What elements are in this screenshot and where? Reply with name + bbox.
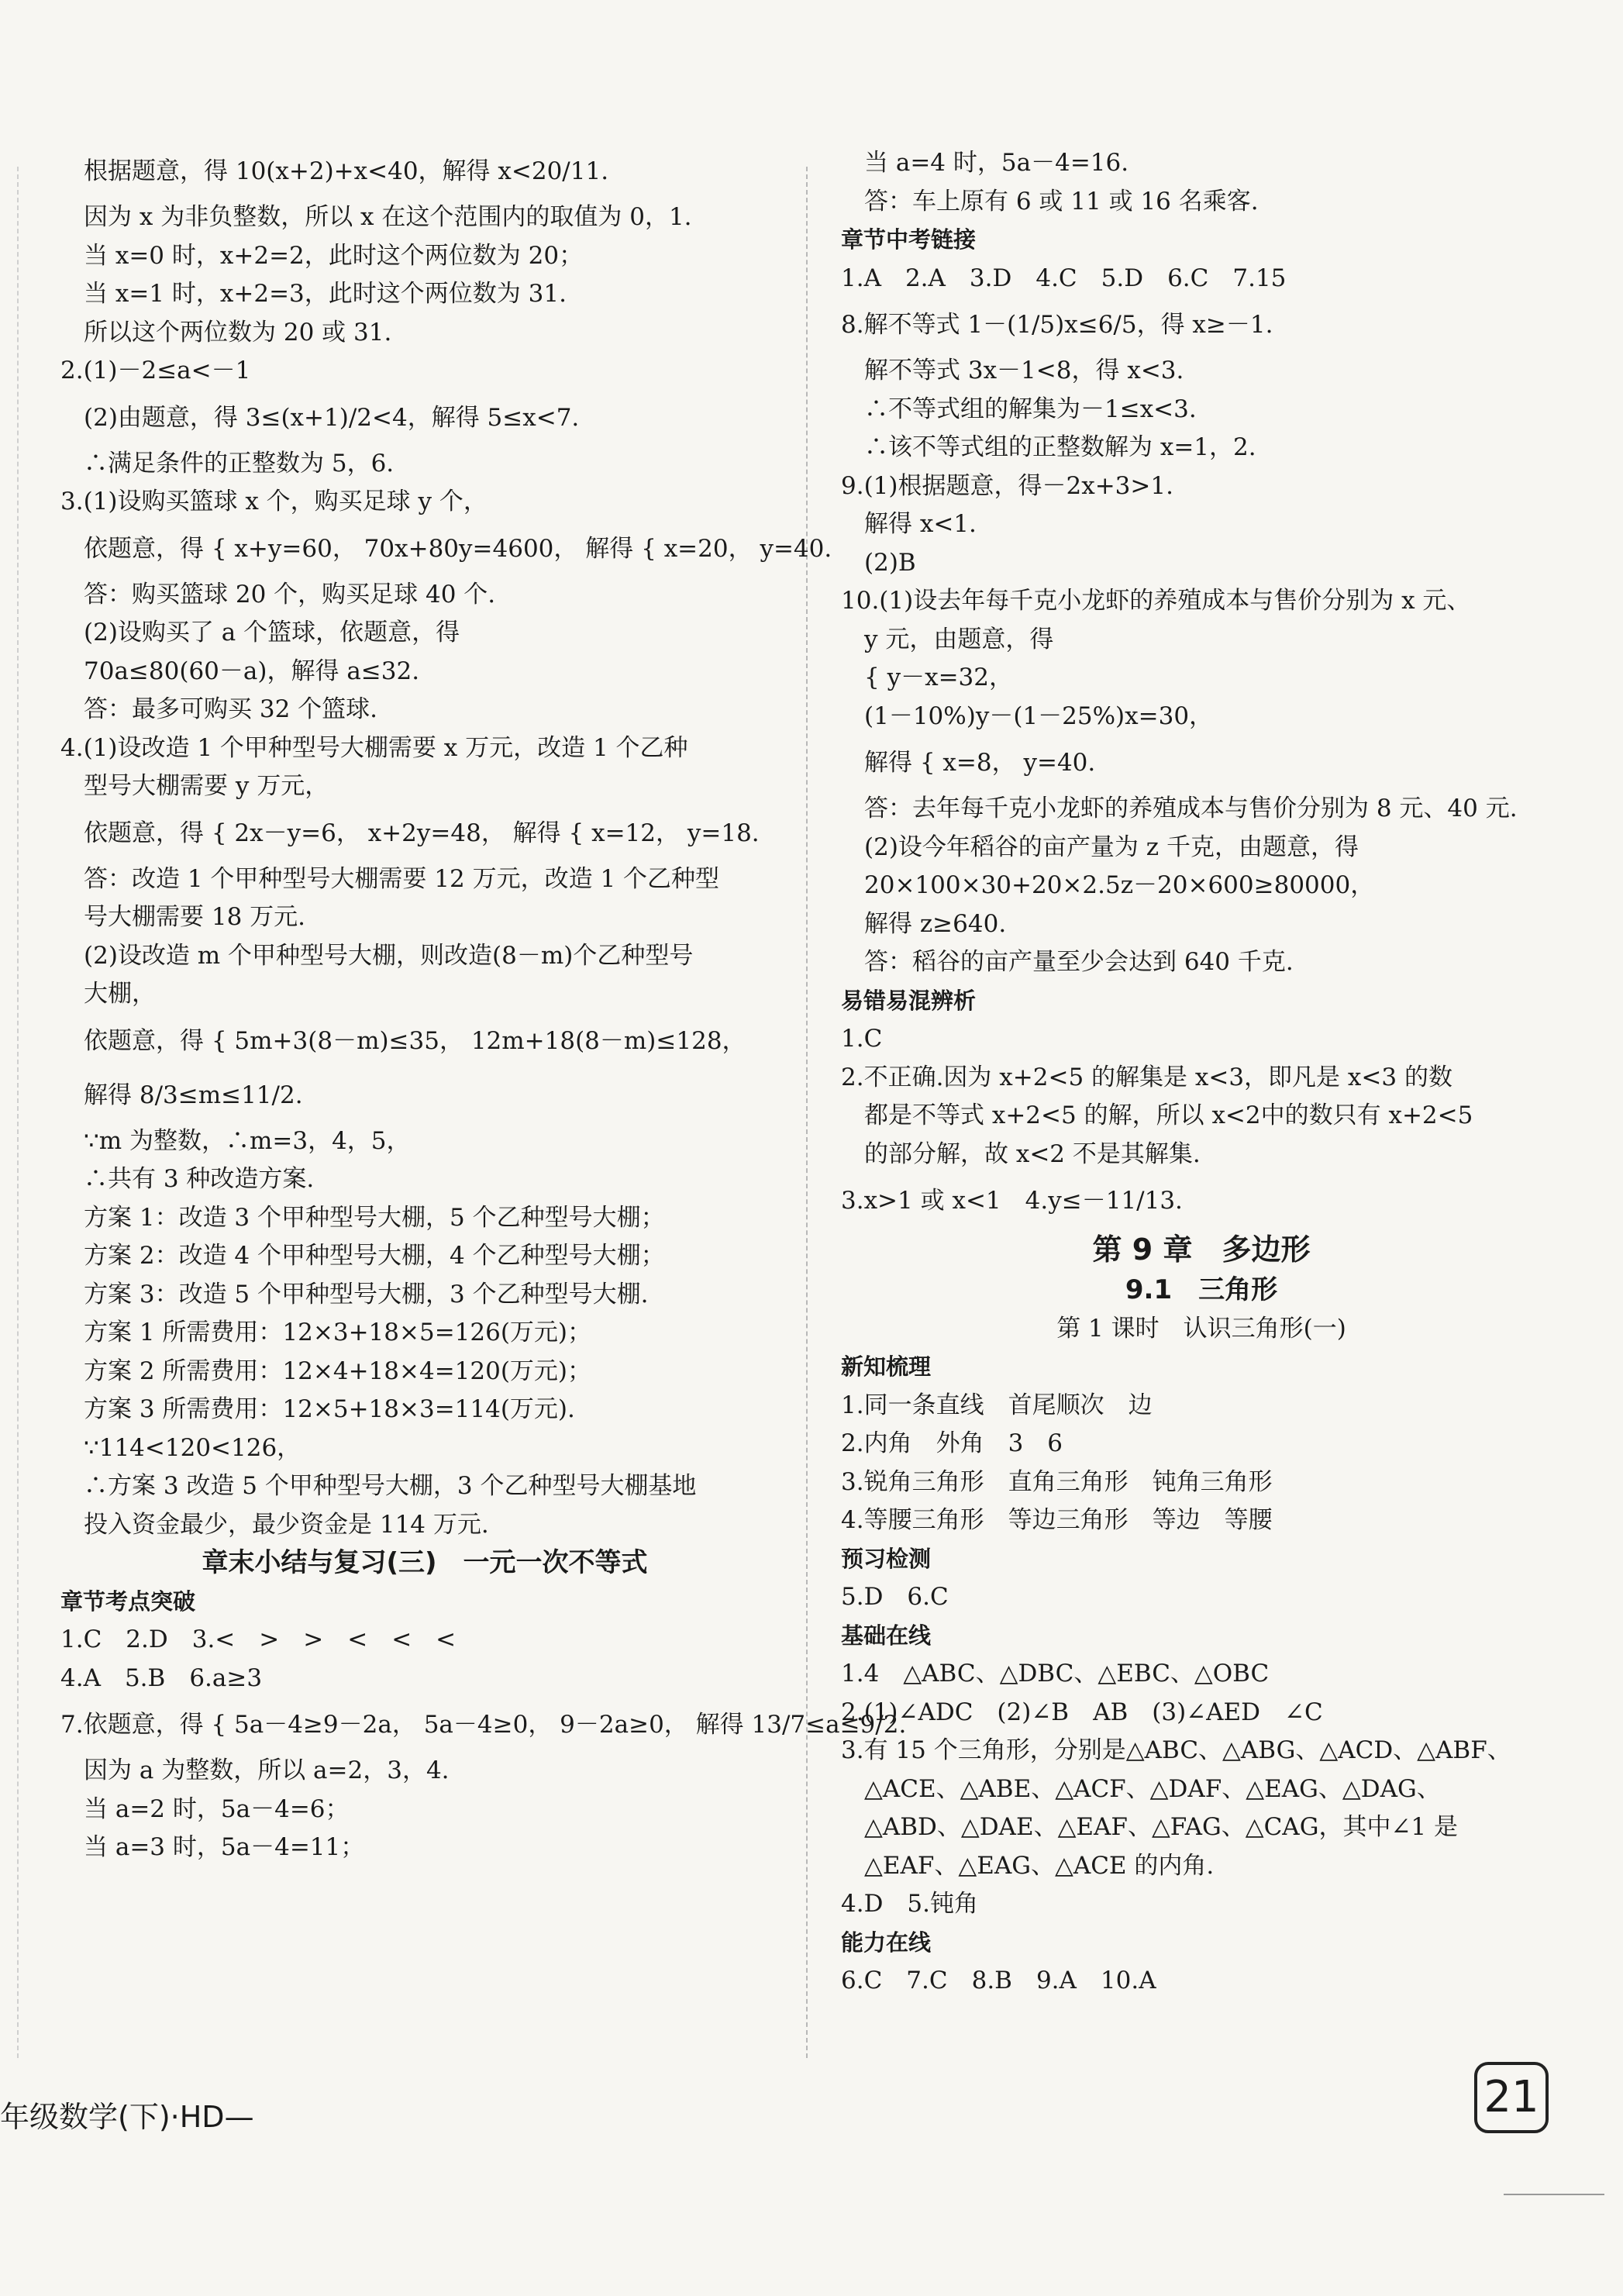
right-line: 2.内角 外角 3 6 xyxy=(841,1429,1063,1457)
left-line: (2)设购买了 a 个篮球，依题意，得 xyxy=(84,619,460,646)
right-line: 答：车上原有 6 或 11 或 16 名乘客. xyxy=(864,187,1259,215)
right-line: △ACE、△ABE、△ACF、△DAF、△EAG、△DAG、 xyxy=(864,1774,1441,1803)
right-line: 能力在线 xyxy=(841,1929,932,1956)
right-line: 1.C xyxy=(841,1025,883,1053)
left-line: 7.依题意，得 { 5a－4≥9－2a， 5a－4≥0， 9－2a≥0， 解得 13/7≤a≤9/2. xyxy=(60,1711,907,1739)
bottom-rule xyxy=(1504,2194,1604,2195)
right-line: 4.D 5.钝角 xyxy=(841,1890,979,1918)
right-line: 1.A 2.A 3.D 4.C 5.D 6.C 7.15 xyxy=(841,264,1287,292)
right-line: 10.(1)设去年每千克小龙虾的养殖成本与售价分别为 x 元、 xyxy=(841,587,1471,615)
right-line: 4.等腰三角形 等边三角形 等边 等腰 xyxy=(841,1506,1273,1534)
left-line: 型号大棚需要 y 万元， xyxy=(84,772,329,800)
footer-text: 年级数学(下)·HD— xyxy=(0,2100,254,2134)
left-line: 大棚， xyxy=(84,980,156,1008)
left-line: 因为 a 为整数，所以 a=2，3，4. xyxy=(84,1756,450,1784)
left-line: 依题意，得 { 2x－y=6， x+2y=48， 解得 { x=12， y=18. xyxy=(84,819,760,847)
left-line: 所以这个两位数为 20 或 31. xyxy=(84,318,392,346)
left-line: 章末小结与复习(三) 一元一次不等式 xyxy=(202,1547,648,1578)
right-column xyxy=(841,144,1562,2001)
left-line: 投入资金最少，最少资金是 114 万元. xyxy=(84,1510,489,1539)
right-line: 章节中考链接 xyxy=(841,226,977,253)
page-number: 21 xyxy=(1474,2062,1549,2133)
right-line: 1.同一条直线 首尾顺次 边 xyxy=(841,1391,1153,1419)
right-line: 6.C 7.C 8.B 9.A 10.A xyxy=(841,1967,1156,1994)
left-line: 当 a=2 时，5a－4=6； xyxy=(84,1794,350,1823)
right-line: 易错易混辨析 xyxy=(841,987,977,1014)
right-line: (1－10%)y－(1－25%)x=30， xyxy=(864,702,1214,730)
right-line: (2)设今年稻谷的亩产量为 z 千克，由题意，得 xyxy=(864,833,1359,861)
right-line: 解得 x<1. xyxy=(864,510,977,538)
left-line: 因为 x 为非负整数，所以 x 在这个范围内的取值为 0，1. xyxy=(84,203,692,231)
left-line: 解得 8/3≤m≤11/2. xyxy=(84,1081,303,1109)
left-line: ∵m 为整数，∴m=3，4，5， xyxy=(84,1126,411,1155)
left-line: 方案 2 所需费用：12×4+18×4=120(万元)； xyxy=(84,1357,592,1385)
right-line: y 元，由题意，得 xyxy=(864,625,1054,653)
right-line: 解得 { x=8， y=40. xyxy=(864,749,1096,777)
left-line: 3.(1)设购买篮球 x 个，购买足球 y 个， xyxy=(60,488,488,515)
left-line: 依题意，得 { x+y=60， 70x+80y=4600， 解得 { x=20， y=40. xyxy=(84,534,832,563)
left-line: ∴满足条件的正整数为 5，6. xyxy=(84,449,395,477)
left-line: ∴共有 3 种改造方案. xyxy=(84,1165,315,1193)
left-line: ∵114<120<126， xyxy=(84,1433,302,1462)
right-line: 8.解不等式 1－(1/5)x≤6/5，得 x≥－1. xyxy=(841,311,1273,339)
left-line: 方案 3：改造 5 个甲种型号大棚，3 个乙种型号大棚. xyxy=(84,1280,649,1308)
left-line: 4.(1)设改造 1 个甲种型号大棚需要 x 万元，改造 1 个乙种 xyxy=(60,733,688,762)
left-line: 答：改造 1 个甲种型号大棚需要 12 万元，改造 1 个乙种型 xyxy=(84,864,720,893)
right-line: 预习检测 xyxy=(841,1545,932,1572)
left-line: 当 x=0 时，x+2=2，此时这个两位数为 20； xyxy=(84,241,584,270)
left-line: 依题意，得 { 5m+3(8－m)≤35， 12m+18(8－m)≤128， xyxy=(84,1026,746,1055)
right-line: ∴不等式组的解集为－1≤x<3. xyxy=(864,395,1197,423)
left-line: 方案 1 所需费用：12×3+18×5=126(万元)； xyxy=(84,1319,592,1346)
right-line: 答：稻谷的亩产量至少会达到 640 千克. xyxy=(864,948,1294,976)
left-line: 70a≤80(60－a)，解得 a≤32. xyxy=(84,657,420,685)
right-line: 新知梳理 xyxy=(841,1353,932,1380)
right-line: 基础在线 xyxy=(841,1622,932,1649)
right-line: 3.x>1 或 x<1 4.y≤－11/13. xyxy=(841,1187,1183,1215)
left-line: 当 a=3 时，5a－4=11； xyxy=(84,1833,365,1861)
left-margin-divider xyxy=(17,167,19,2058)
right-line: 答：去年每千克小龙虾的养殖成本与售价分别为 8 元、40 元. xyxy=(864,795,1518,822)
column-divider xyxy=(806,167,808,2058)
right-line: (2)B xyxy=(864,548,916,577)
left-line: 1.C 2.D 3.< > > < < < xyxy=(60,1625,457,1653)
left-line: 方案 2：改造 4 个甲种型号大棚，4 个乙种型号大棚； xyxy=(84,1242,665,1270)
left-line: 根据题意，得 10(x+2)+x<40，解得 x<20/11. xyxy=(84,157,609,185)
right-line: 当 a=4 时，5a－4=16. xyxy=(864,149,1129,177)
left-line: ∴方案 3 改造 5 个甲种型号大棚，3 个乙种型号大棚基地 xyxy=(84,1472,697,1500)
right-line: 第 9 章 多边形 xyxy=(1092,1232,1311,1267)
left-line: 答：最多可购买 32 个篮球. xyxy=(84,695,378,723)
right-line: 都是不等式 x+2<5 的解，所以 x<2中的数只有 x+2<5 xyxy=(864,1101,1473,1129)
left-line: 方案 3 所需费用：12×5+18×3=114(万元). xyxy=(84,1395,575,1423)
right-line: 3.有 15 个三角形，分别是△ABC、△ABG、△ACD、△ABF、 xyxy=(841,1736,1511,1764)
left-line: 章节考点突破 xyxy=(60,1588,196,1615)
right-line: 第 1 课时 认识三角形(一) xyxy=(1056,1314,1346,1343)
left-line: (2)由题意，得 3≤(x+1)/2<4，解得 5≤x<7. xyxy=(84,403,580,432)
right-line: 2.不正确.因为 x+2<5 的解集是 x<3，即凡是 x<3 的数 xyxy=(841,1063,1452,1091)
right-line: ∴该不等式组的正整数解为 x=1，2. xyxy=(864,433,1256,461)
left-line: 方案 1：改造 3 个甲种型号大棚，5 个乙种型号大棚； xyxy=(84,1203,665,1232)
right-line: 3.锐角三角形 直角三角形 钝角三角形 xyxy=(841,1467,1273,1496)
right-line: { y－x=32， xyxy=(864,664,1013,691)
right-line: △ABD、△DAE、△EAF、△FAG、△CAG，其中∠1 是 xyxy=(864,1813,1459,1841)
right-line: 的部分解，故 x<2 不是其解集. xyxy=(864,1139,1201,1168)
right-line: 5.D 6.C xyxy=(841,1583,949,1611)
right-line: 2.(1)∠ADC (2)∠B AB (3)∠AED ∠C xyxy=(841,1698,1323,1726)
left-line: 4.A 5.B 6.a≥3 xyxy=(60,1663,263,1692)
right-line: 9.1 三角形 xyxy=(1125,1274,1278,1305)
right-line: 20×100×30+20×2.5z－20×600≥80000， xyxy=(864,871,1375,899)
right-line: △EAF、△EAG、△ACE 的内角. xyxy=(864,1851,1215,1880)
right-line: 解不等式 3x－1<8，得 x<3. xyxy=(864,357,1184,384)
left-line: (2)设改造 m 个甲种型号大棚，则改造(8－m)个乙种型号 xyxy=(84,941,694,970)
left-line: 当 x=1 时，x+2=3，此时这个两位数为 31. xyxy=(84,280,567,308)
right-line: 解得 z≥640. xyxy=(864,909,1007,938)
right-line: 9.(1)根据题意，得－2x+3>1. xyxy=(841,471,1173,500)
left-line: 号大棚需要 18 万元. xyxy=(84,903,306,931)
left-line: 答：购买篮球 20 个，购买足球 40 个. xyxy=(84,580,496,608)
right-line: 1.4 △ABC、△DBC、△EBC、△OBC xyxy=(841,1660,1270,1688)
left-line: 2.(1)－2≤a<－1 xyxy=(60,357,251,384)
